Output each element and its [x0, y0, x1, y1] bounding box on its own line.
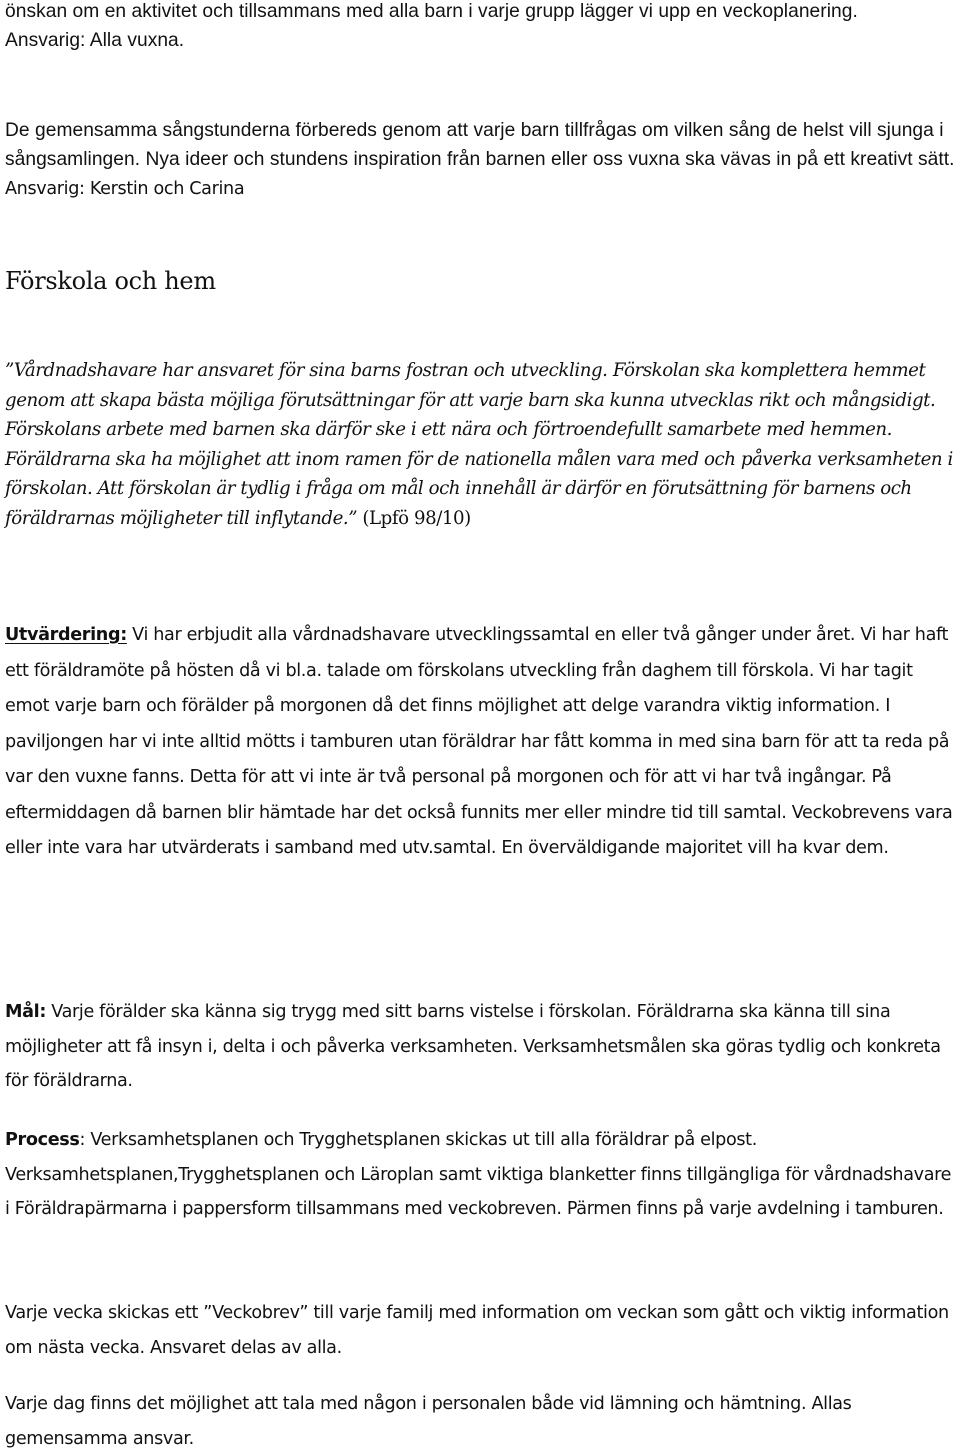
process-paragraph	[5, 1123, 960, 1227]
intro-paragraph	[5, 0, 860, 55]
intro-text: önskan om en aktivitet och tillsammans med alla barn i varje grupp lägger vi upp en veckoplanering. Ansvarig: Alla vuxna.	[5, 1, 858, 51]
goal-text: Varje förälder ska känna sig trygg med sitt barns vistelse i förskolan. Föräldrarna ska känna till sina möjligheter att få insyn i, delta i och påverka verksamheten. Verksamhetsmålen ska göras tydlig och konkreta för föräldrarna.	[5, 1002, 941, 1091]
evaluation-paragraph	[5, 618, 960, 867]
daily-talk-text: Varje dag finns det möjlighet att tala med någon i personalen både vid lämning och hämtning. Allas gemensamma ansvar.	[5, 1394, 852, 1449]
quote-text: ”Vårdnadshavare har ansvaret för sina barns fostran och utveckling. Förskolan ska komplettera hemmet genom att skapa bästa möjliga förutsättningar för att varje barn ska kunna utvecklas rikt och mångsidigt. Förskolans arbete med barnen ska därför ske i ett nära och förtroendefullt samarbete med hemmen. Föräldrarna ska ha möjlighet att inom ramen för de nationella målen vara med och påverka verksamheten i förskolan. Att förskolan är tydlig i fråga om mål och innehåll är därför en förutsättning för barnens och föräldrarnas möjligheter till inflytande.”	[5, 360, 953, 529]
section-heading: Förskola och hem	[5, 267, 216, 295]
evaluation-text: Vi har erbjudit alla vårdnadshavare utvecklingssamtal en eller två gånger under året. Vi har haft ett föräldramöte på hösten då vi bl.a. talade om förskolans utveckling från daghem till förskola. Vi har tagit emot varje barn och förälder på morgonen då det finns möjlighet att delge varandra viktig information. I paviljongen har vi inte alltid mötts i tamburen utan föräldrar har fått komma in med sina barn för att ta reda på var den vuxne fanns. Detta för att vi inte är två personal på morgonen och för att vi har två ingångar. På eftermiddagen då barnen blir hämtade har det också funnits mer eller mindre tid till samtal. Veckobrevens vara eller inte vara har utvärderats i samband med utv.samtal. En överväldigande majoritet vill ha kvar dem.	[5, 625, 953, 858]
song-paragraph	[5, 116, 960, 204]
weekly-letter-text: Varje vecka skickas ett ”Veckobrev” till varje familj med information om veckan som gått och viktig information om nästa vecka. Ansvaret delas av alla.	[5, 1303, 949, 1358]
process-text: : Verksamhetsplanen och Trygghetsplanen skickas ut till alla föräldrar på elpost. Verksamhetsplanen,Trygghetsplanen och Läroplan samt viktiga blanketter finns tillgängliga för vårdnadshavare i Föräldrapärmarna i pappersform tillsammans med veckobreven. Pärmen finns på varje avdelning i tamburen.	[5, 1130, 952, 1219]
song-text: De gemensamma sångstunderna förbereds genom att varje barn tillfrågas om vilken sång de helst vill sjunga i sångsamlingen. Nya ideer och stundens inspiration från barnen eller oss vuxna ska vävas in på ett kreativt sätt.	[5, 120, 955, 170]
process-label: Process	[5, 1130, 80, 1150]
quote-reference: (Lpfö 98/10)	[357, 507, 471, 529]
curriculum-quote	[5, 356, 960, 533]
goal-paragraph	[5, 995, 960, 1099]
goal-label: Mål:	[5, 1002, 47, 1022]
weekly-letter-paragraph	[5, 1296, 960, 1365]
song-responsible: Ansvarig: Kerstin och Carina	[5, 179, 245, 199]
evaluation-label: Utvärdering:	[5, 625, 127, 645]
daily-talk-paragraph	[5, 1387, 885, 1456]
